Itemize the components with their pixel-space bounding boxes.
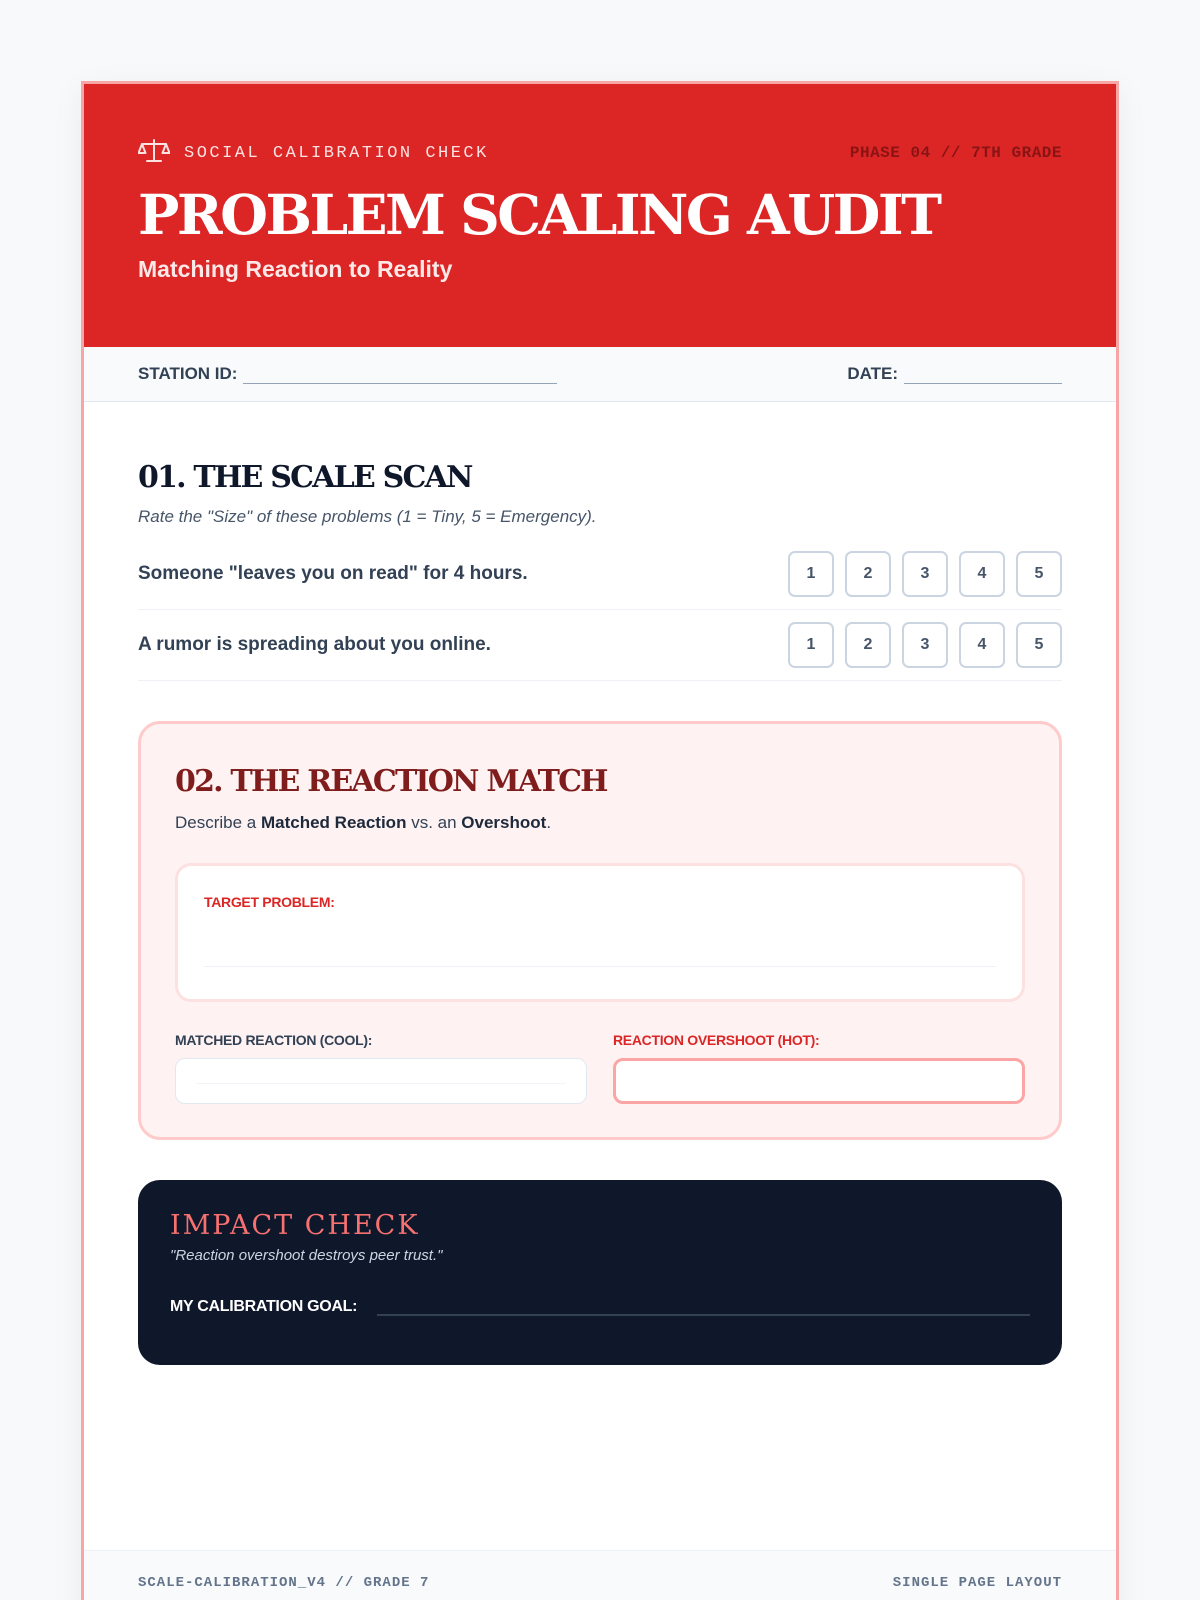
eyebrow xyxy=(138,137,489,170)
rating-button-1[interactable]: 1 xyxy=(788,622,834,668)
rating-button-3[interactable]: 3 xyxy=(902,551,948,597)
goal-label: MY CALIBRATION GOAL: xyxy=(170,1298,358,1315)
scan-item xyxy=(138,539,1062,610)
section-instructions: Rate the "Size" of these problems (1 = Tiny, 5 = Emergency). xyxy=(138,507,597,526)
target-problem-line xyxy=(204,966,996,967)
overshoot-column xyxy=(613,1032,1025,1104)
rating-group xyxy=(788,551,1062,597)
scale-scan-section xyxy=(138,402,1062,681)
reaction-match-section xyxy=(138,721,1062,1140)
scales-icon xyxy=(138,137,170,170)
scan-item-text: Someone "leaves you on read" for 4 hours. xyxy=(138,563,528,584)
page-subtitle: Matching Reaction to Reality xyxy=(138,256,453,282)
matched-reaction-field[interactable] xyxy=(175,1058,587,1104)
rating-button-4[interactable]: 4 xyxy=(959,622,1005,668)
date-line[interactable] xyxy=(904,366,1062,384)
overshoot-label: REACTION OVERSHOOT (HOT): xyxy=(613,1032,820,1048)
overshoot-field[interactable] xyxy=(613,1058,1025,1104)
rating-button-5[interactable]: 5 xyxy=(1016,551,1062,597)
desc-emphasis: Matched Reaction xyxy=(260,813,407,832)
impact-check-panel xyxy=(138,1180,1062,1365)
rating-button-3[interactable]: 3 xyxy=(902,622,948,668)
target-problem-label: TARGET PROBLEM: xyxy=(204,894,335,910)
section-title: 02. THE REACTION MATCH xyxy=(175,764,607,799)
scan-item xyxy=(138,610,1062,681)
meta-bar xyxy=(84,347,1116,402)
rating-group xyxy=(788,622,1062,668)
target-problem-box[interactable] xyxy=(175,863,1025,1002)
rating-button-5[interactable]: 5 xyxy=(1016,622,1062,668)
footer-layout-note: SINGLE PAGE LAYOUT xyxy=(892,1575,1062,1591)
scan-item-text: A rumor is spreading about you online. xyxy=(138,634,491,655)
footer xyxy=(84,1550,1116,1600)
eyebrow-text: SOCIAL CALIBRATION CHECK xyxy=(184,143,489,163)
date-label: DATE: xyxy=(847,364,898,383)
station-id-label: STATION ID: xyxy=(138,364,238,383)
section-title: 01. THE SCALE SCAN xyxy=(138,460,472,495)
matched-reaction-label: MATCHED REACTION (COOL): xyxy=(175,1032,373,1048)
desc-text: . xyxy=(546,813,552,832)
goal-line[interactable] xyxy=(377,1294,1030,1316)
phase-label: PHASE 04 // 7TH GRADE xyxy=(849,144,1062,162)
rating-button-2[interactable]: 2 xyxy=(845,622,891,668)
desc-text: vs. an xyxy=(406,813,462,832)
header-banner xyxy=(84,84,1116,347)
matched-reaction-column xyxy=(175,1032,587,1104)
worksheet xyxy=(81,81,1119,1600)
goal-row xyxy=(170,1294,1030,1316)
station-id-field xyxy=(138,364,557,384)
page-title: PROBLEM SCALING AUDIT xyxy=(138,182,940,247)
desc-text: Describe a xyxy=(175,813,261,832)
impact-quote: "Reaction overshoot destroys peer trust." xyxy=(170,1247,443,1264)
rating-button-2[interactable]: 2 xyxy=(845,551,891,597)
station-id-line[interactable] xyxy=(243,366,557,384)
impact-title: IMPACT CHECK xyxy=(170,1210,420,1241)
date-field xyxy=(847,364,1062,384)
desc-emphasis: Overshoot xyxy=(461,813,547,832)
rating-button-4[interactable]: 4 xyxy=(959,551,1005,597)
footer-doc-id: SCALE-CALIBRATION_V4 // GRADE 7 xyxy=(138,1575,430,1591)
rating-button-1[interactable]: 1 xyxy=(788,551,834,597)
section-description xyxy=(175,813,1025,833)
